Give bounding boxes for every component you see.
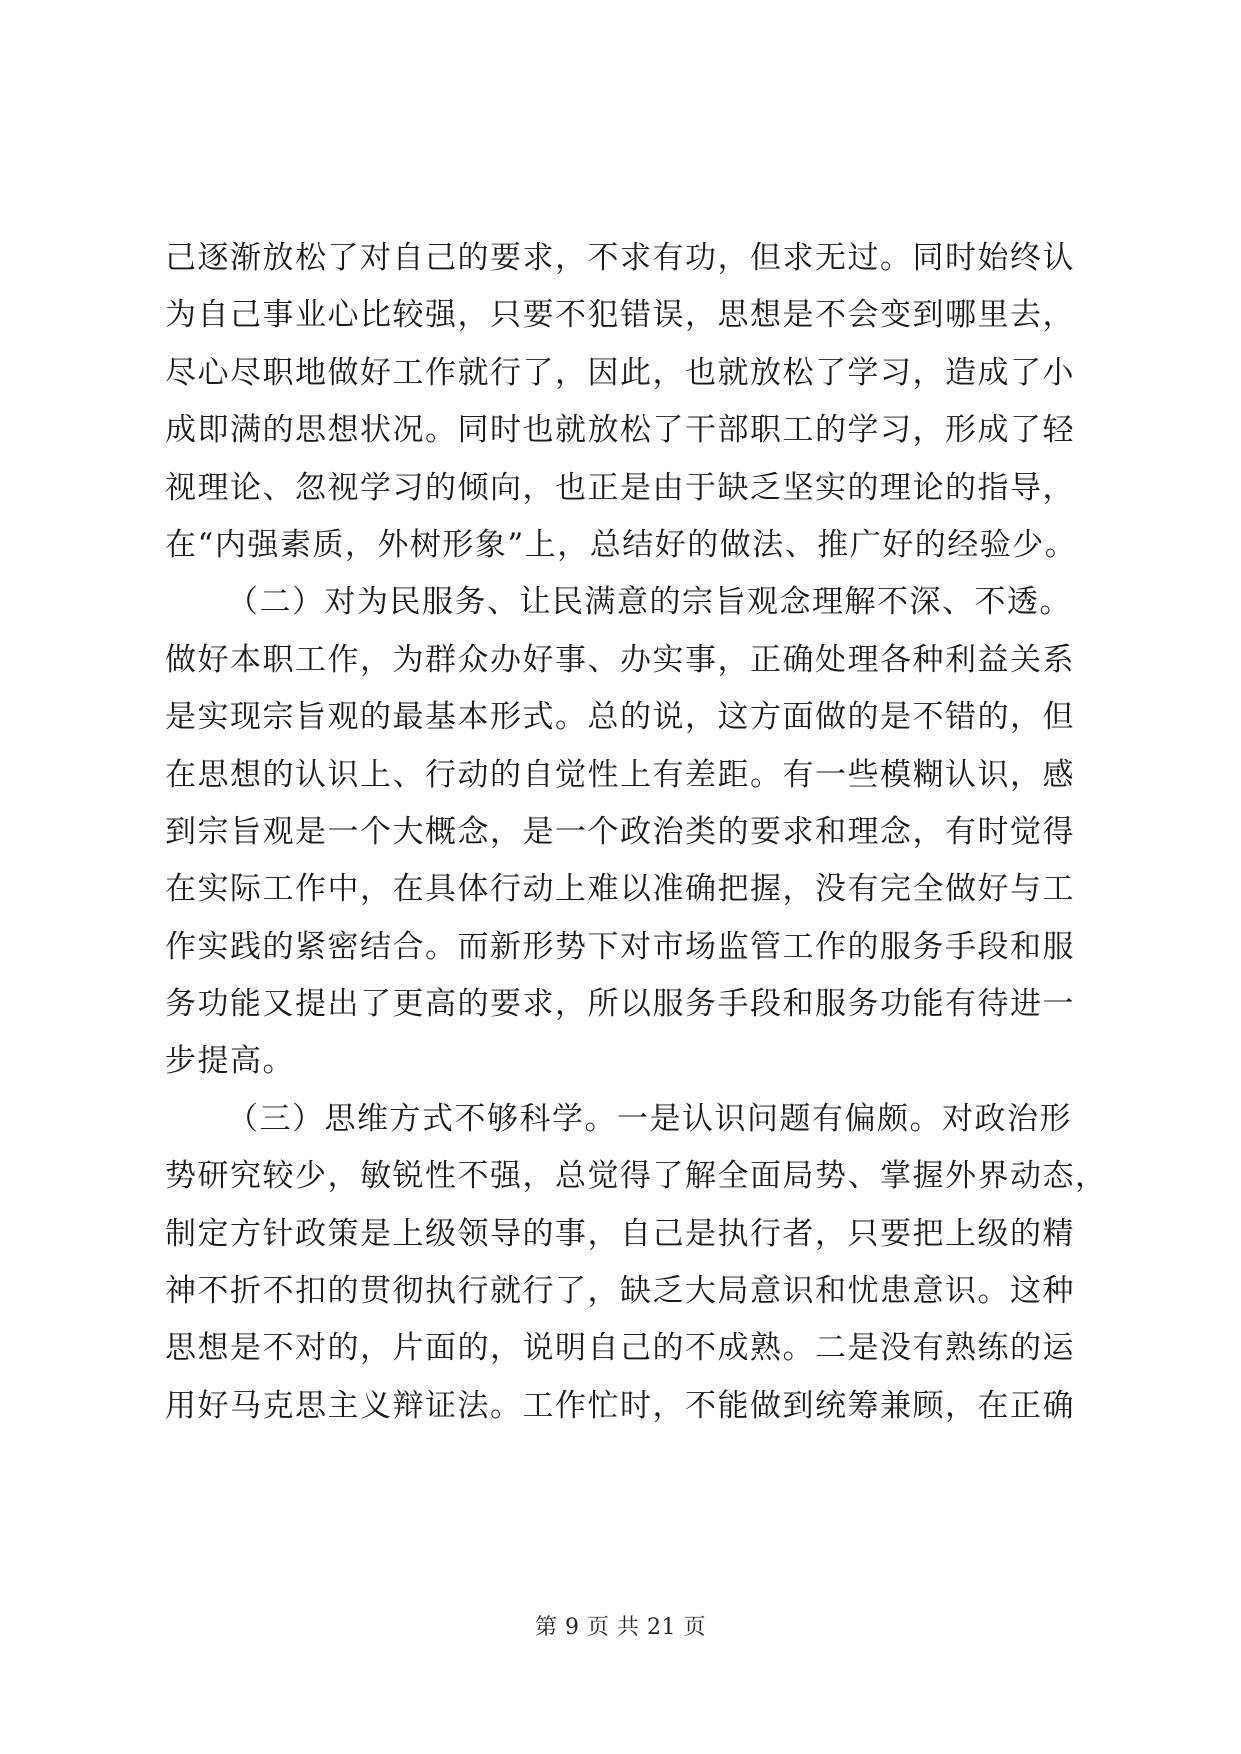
document-body (165, 230, 1108, 1435)
text-line: 是实现宗旨观的最基本形式。总的说，这方面做的是不错的，但 (165, 699, 1075, 736)
text-line: 作实践的紧密结合。而新形势下对市场监管工作的服务手段和服 (165, 928, 1075, 965)
text-line: 在思想的认识上、行动的自觉性上有差距。有一些模糊认识，感 (165, 756, 1075, 793)
text-line: 在实际工作中，在具体行动上难以准确把握，没有完全做好与工 (165, 871, 1075, 908)
page-number-footer: 第 9 页 共 21 页 (535, 1615, 706, 1640)
text-line: 务功能又提出了更高的要求，所以服务手段和服务功能有待进一 (165, 986, 1075, 1023)
text-line: 己逐渐放松了对自己的要求，不求有功，但求无过。同时始终认 (165, 240, 1075, 276)
text-line: 制定方针政策是上级领导的事，自己是执行者，只要把上级的精 (165, 1215, 1075, 1252)
text-line: 在“内强素质，外树形象”上，总结好的做法、推广好的经验少。 (165, 526, 1078, 563)
section-heading-line: （二）对为民服务、让民满意的宗旨观念理解不深、不透。 (227, 584, 1072, 621)
text-line: 势研究较少，敏锐性不强，总觉得了解全面局势、掌握外界动态， (165, 1158, 1108, 1195)
text-line: 成即满的思想状况。同时也就放松了干部职工的学习，形成了轻 (165, 412, 1075, 449)
text-line: 视理论、忽视学习的倾向，也正是由于缺乏坚实的理论的指导， (165, 469, 1075, 506)
section-heading-line: （三）思维方式不够科学。一是认识问题有偏颇。对政治形 (227, 1100, 1072, 1137)
text-line: 神不折不扣的贯彻执行就行了，缺乏大局意识和忧患意识。这种 (165, 1273, 1075, 1310)
text-line: 尽心尽职地做好工作就行了，因此，也就放松了学习，造成了小 (165, 354, 1075, 391)
text-line: 到宗旨观是一个大概念，是一个政治类的要求和理念，有时觉得 (165, 813, 1075, 850)
text-line: 思想是不对的，片面的，说明自己的不成熟。二是没有熟练的运 (165, 1330, 1075, 1367)
text-line: 做好本职工作，为群众办好事、办实事，正确处理各种利益关系 (165, 641, 1075, 678)
text-line: 步提高。 (165, 1043, 295, 1080)
text-line: 为自己事业心比较强，只要不犯错误，思想是不会变到哪里去， (165, 297, 1075, 334)
text-line: 用好马克思主义辩证法。工作忙时，不能做到统筹兼顾，在正确 (165, 1387, 1075, 1424)
